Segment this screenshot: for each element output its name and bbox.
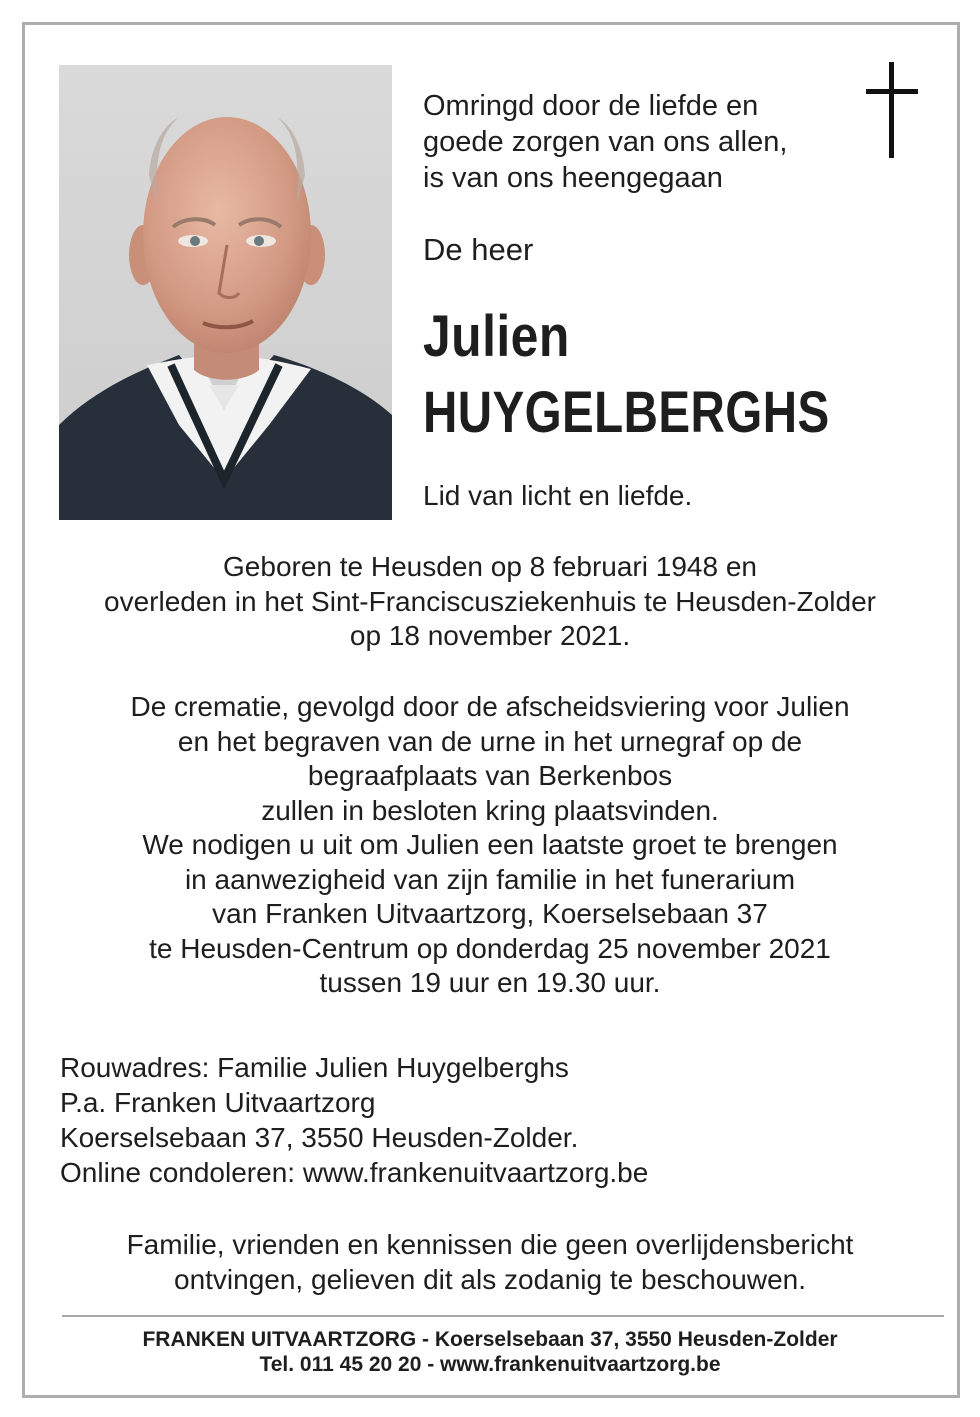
notice-line: Familie, vrienden en kennissen die geen overlijdensbericht [126, 1229, 854, 1260]
address-line: P.a. Franken Uitvaartzorg [60, 1087, 376, 1118]
ceremony-line: De crematie, gevolgd door de afscheidsviering voor Julien [130, 691, 850, 722]
ceremony-line: begraafplaats van Berkenbos [307, 760, 673, 791]
birth-death-text [40, 550, 940, 654]
birth-death-line: op 18 november 2021. [349, 620, 631, 651]
ceremony-line: van Franken Uitvaartzorg, Koerselsebaan 37 [212, 898, 768, 929]
address-line: Online condoleren: www.frankenuitvaartzorg.be [60, 1157, 649, 1188]
mourning-address [60, 1050, 648, 1190]
footer-divider [62, 1315, 944, 1317]
intro-line: goede zorgen van ons allen, [423, 126, 788, 158]
footer-line-2: Tel. 011 45 20 20 - www.frankenuitvaartzorg.be [259, 1353, 721, 1376]
cross-icon [864, 62, 920, 158]
intro-line: is van ons heengegaan [423, 162, 723, 194]
notice-line: ontvingen, gelieven dit als zodanig te beschouwen. [174, 1263, 806, 1295]
address-line: Rouwadres: Familie Julien Huygelberghs [60, 1052, 569, 1083]
portrait-photo [59, 65, 392, 520]
intro-line: Omringd door de liefde en [423, 90, 759, 122]
intro-text [423, 88, 787, 196]
ceremony-line: en het begraven van de urne in het urnegraf op de [177, 725, 803, 757]
footer-line-1: FRANKEN UITVAARTZORG - Koerselsebaan 37, 3550 Heusden-Zolder [142, 1328, 838, 1351]
ceremony-line: in aanwezigheid van zijn familie in het funerarium [184, 863, 796, 895]
motto: Lid van licht en liefde. [423, 480, 693, 511]
ceremony-line: zullen in besloten kring plaatsvinden. [261, 794, 719, 826]
birth-death-line: Geboren te Heusden op 8 februari 1948 en [223, 551, 757, 582]
honorific: De heer [423, 232, 534, 267]
birth-death-line: overleden in het Sint-Franciscusziekenhuis te Heusden-Zolder [104, 585, 876, 617]
ceremony-line: tussen 19 uur en 19.30 uur. [319, 967, 661, 998]
first-name: Julien [423, 304, 570, 369]
notice-text [40, 1228, 940, 1297]
address-line: Koerselsebaan 37, 3550 Heusden-Zolder. [60, 1122, 579, 1153]
ceremony-line: We nodigen u uit om Julien een laatste groet te brengen [142, 829, 838, 860]
ceremony-line: te Heusden-Centrum op donderdag 25 november 2021 [149, 932, 831, 964]
ceremony-text [40, 690, 940, 1001]
last-name: HUYGELBERGHS [423, 380, 830, 445]
